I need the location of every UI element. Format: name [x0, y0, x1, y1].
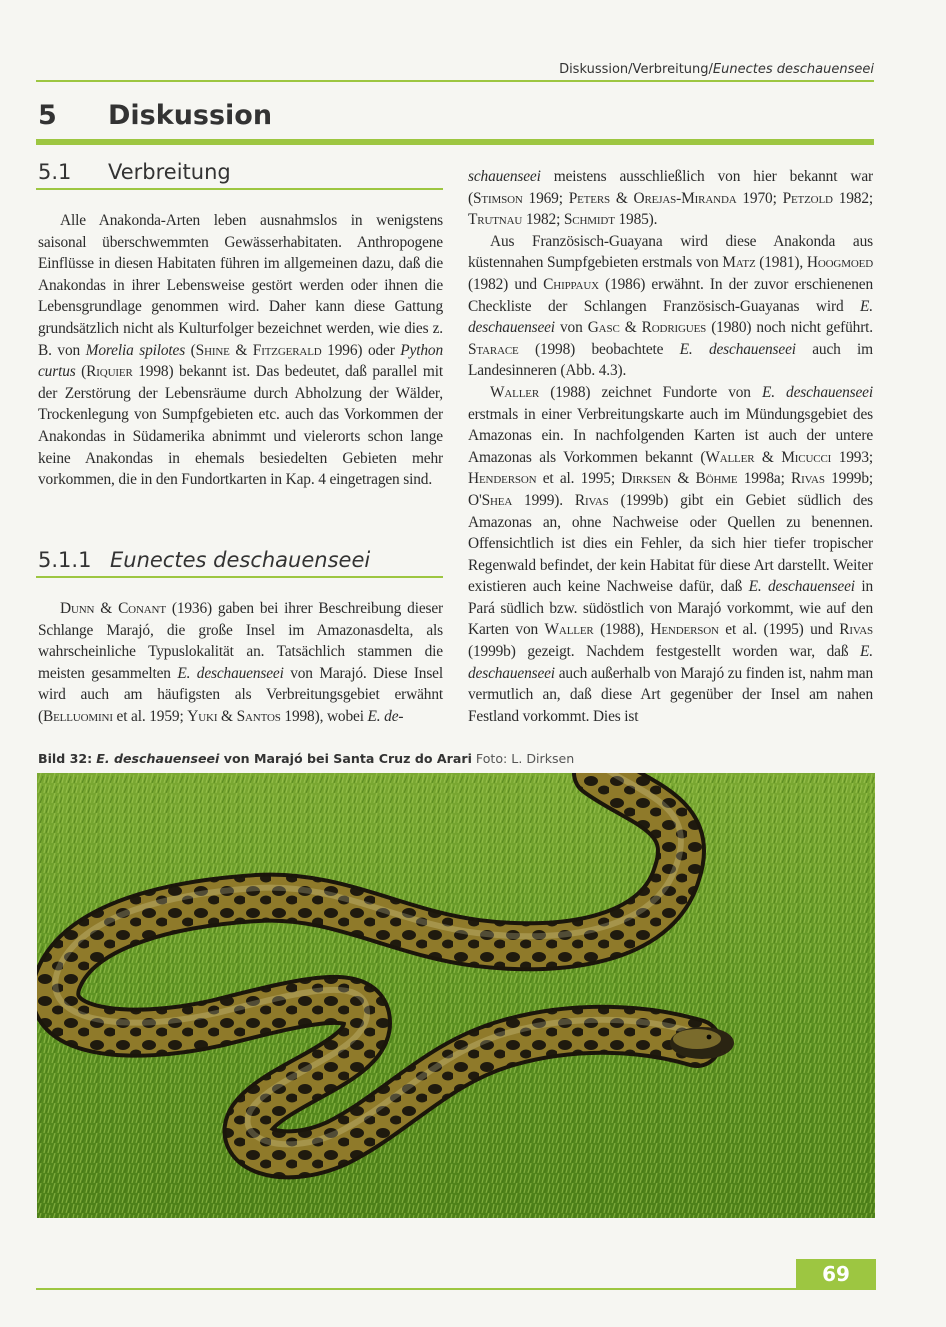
section-number: 5.1	[38, 160, 72, 184]
snake-head-highlight	[673, 1029, 721, 1049]
caption-credit: Foto: L. Dirksen	[471, 751, 575, 766]
left-column-text-2	[38, 598, 443, 728]
subsection-heading	[38, 548, 370, 572]
header-rule	[36, 80, 874, 82]
anaconda-photo-illustration	[37, 773, 875, 1218]
running-header-species: Eunectes deschauenseei	[712, 62, 874, 77]
footer-rule	[36, 1288, 796, 1290]
section-title: Verbreitung	[108, 160, 231, 184]
running-header	[36, 62, 874, 77]
chapter-heading	[38, 100, 272, 131]
left-column-text-1	[38, 210, 443, 491]
caption-text: von Marajó bei Santa Cruz do Arari	[219, 751, 472, 766]
paragraph: Waller (1988) zeichnet Fundorte von E. deschauenseei erstmals in einer Verbreitungskarte auch im Mündungsgebiet des Amazonas ein. In nachfolgenden Karten ist auch der untere Amazonas als Vorkommen bekannt (Waller & Micucci 1993; Henderson et al. 1995; Dirksen & Böhme 1998a; Rivas 1999b; O'Shea 1999). Rivas (1999b) gibt ein Gebiet südlich des Amazonas an, ohne Nachweise oder Quellen zu benennen. Offensichtlich ist dies ein Fehler, da sich hier tiefer tropischer Regenwald befindet, der kein Habitat für diese Art darstellt. Weiter existieren auch keine Nachweise dafür, daß E. deschauenseei in Pará südlich bzw. südöstlich von Marajó vorkommt, wie auf den Karten von Waller (1988), Henderson et al. (1995) und Rivas (1999b) gezeigt. Nachdem festgestellt worden war, daß E. deschauenseei auch außerhalb von Marajó zu finden ist, nahm man vermutlich an, daß diese Art gegenüber der Insel am nahen Festland vorkommt. Dies ist	[468, 383, 873, 725]
caption-label: Bild 32:	[38, 751, 93, 766]
paragraph: Alle Anakonda-Arten leben ausnahmslos in wenigstens saisonal überschwemmten Gewässerhabitaten. Anthropogene Einflüsse in diesen Habitaten führen im allgemeinen dazu, daß die Anakondas in ihrer Lebensweise gestört werden oder ihnen die Lebensgrundlage genommen wird. Daher kann diese Gattung grundsätzlich nicht als Kulturfolger bezeichnet werden, wie dies z. B. von Morelia spilotes (Shine & Fitzgerald 1996) oder Python curtus (Riquier 1998) bekannt ist. Das bedeutet, daß parallel mit der Zerstörung der Lebensräume durch Abholzung der Wälder, Trockenlegung von Sumpfgebieten etc. auch das Vorkommen der Anakondas in Südamerika abnimmt und vielerorts schon lange keine Anakondas in ehemals besiedelten Gebieten mehr vorkommen, die in den Fundortkarten in Kap. 4 eingetragen sind.	[38, 212, 443, 489]
figure-caption	[38, 751, 574, 766]
anaconda-photo	[37, 773, 875, 1218]
chapter-rule	[36, 139, 874, 145]
snake-eye	[707, 1035, 712, 1040]
chapter-number: 5	[38, 100, 57, 131]
section-rule	[36, 188, 443, 190]
paragraph: Dunn & Conant (1936) gaben bei ihrer Beschreibung dieser Schlange Marajó, die große Insel im Amazonasdelta, als wahrscheinliche Typuslokalität an. Tatsächlich stammen die meisten gesammelten E. deschauenseei von Marajó. Diese Insel wird auch am häufigsten als Verbreitungsgebiet erwähnt (Belluomini et al. 1959; Yuki & Santos 1998), wobei E. de-	[38, 600, 444, 725]
running-header-prefix: Diskussion/Verbreitung/	[559, 62, 713, 77]
subsection-number: 5.1.1	[38, 548, 92, 572]
paragraph: Aus Französisch-Guayana wird diese Anakonda aus küstennahen Sumpfgebieten erstmals von Matz (1981), Hoogmoed (1982) und Chippaux (1986) erwähnt. In der zuvor erschienenen Checkliste der Schlangen Französisch-Guayanas wird E. deschauenseei von Gasc & Rodrigues (1980) noch nicht geführt. Starace (1998) beobachtete E. deschauenseei auch im Landesinneren (Abb. 4.3).	[468, 232, 873, 380]
subsection-title: Eunectes deschauenseei	[110, 548, 371, 572]
page-number: 69	[796, 1259, 876, 1290]
paragraph: schauenseei meistens ausschließlich von hier bekannt war (Stimson 1969; Peters & Orejas-Miranda 1970; Petzold 1982; Trutnau 1982; Schmidt 1985).	[468, 168, 874, 229]
caption-species: E. deschauenseei	[96, 751, 220, 766]
right-column-text	[468, 166, 873, 727]
chapter-title: Diskussion	[108, 100, 273, 131]
subsection-rule	[36, 576, 443, 578]
section-heading	[38, 160, 231, 184]
